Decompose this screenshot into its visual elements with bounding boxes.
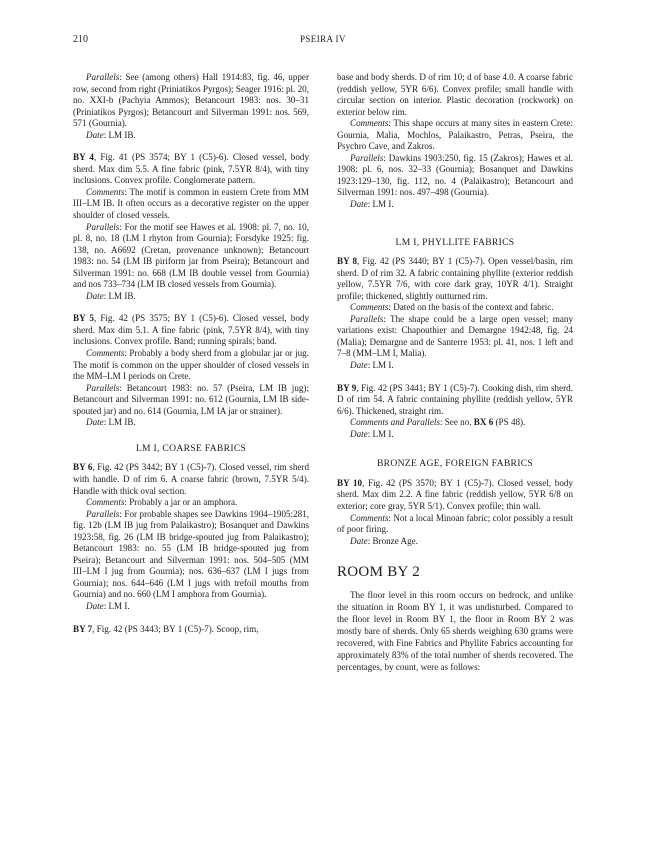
catalog-date: Date: LM IB. bbox=[86, 417, 136, 428]
catalog-parallels: Parallels: The shape could be a large open vessel; many variations exist: Chapouthier and Demargne 1942:48, fig. 24 (Malia); Demargne and de Santerre 1953: pl. 41, nos. 1 left and 7–8 (MM–LM I, Malia). bbox=[337, 313, 573, 359]
catalog-comments: Comments: Not a local Minoan fabric; color possibly a result of poor firing. bbox=[337, 512, 573, 535]
catalog-date: Date: LM IB. bbox=[86, 129, 136, 140]
section-heading-coarse-fabrics: LM I, COARSE FABRICS bbox=[135, 442, 247, 454]
catalog-comments: Comments: This shape occurs at many sites in eastern Crete: Gournia, Malia, Mochlos, Palaikastro, Petras, Pseira, the Psychro Cave, and Zakros. bbox=[337, 118, 573, 152]
catalog-comments: Comments: The motif is common in eastern Crete from MM III–LM IB. It often occurs as a decorative register on the upper shoulder of closed vessels. bbox=[73, 186, 309, 221]
section-heading-foreign-fabrics: BRONZE AGE, FOREIGN FABRICS bbox=[376, 458, 534, 470]
page-number: 210 bbox=[73, 34, 88, 45]
page-header bbox=[0, 34, 650, 48]
catalog-comments-parallels: Comments and Parallels: See no. BX 6 (PS 48). bbox=[350, 417, 526, 428]
catalog-parallels: Parallels: For probable shapes see Dawkins 1904–1905:281, fig. 12b (LM IB jug from Palaikastro); Bosanquet and Dawkins 1923:58, fig. 26 (LM IB bridge-spouted jug from Palaikastro); Betancourt 1983: no. 55 (LM IB bridge-spouted jug from Pseira); Betancourt and Silverman 1991: nos. 504–505 (MM III–LM I jug from Gournia); nos. 636–637 (LM I jugs from Gournia); nos. 644–646 (LM I jugs with trefoil mouths from Gournia) and no. 660 (LM I amphora from Gournia). bbox=[73, 508, 309, 600]
catalog-entry-by6: BY 6, Fig. 42 (PS 3442; BY 1 (C5)-7). Closed vessel, rim sherd with handle. D of rim 6. A coarse fabric (brown, 7.5YR 5/4). Handle with thick oval section. bbox=[73, 462, 309, 496]
room-description: The floor level in this room occurs on bedrock, and unlike the situation in Room BY 1, it was undisturbed. Compared to the floor level in Room BY 1, the floor in Room BY 2 was mostly bare of sherds. Only 65 sherds weighing 630 grams were recovered, with Fine Fabrics and Phyllite Fabrics accounting for approximately 83% of the total number of sherds recovered. The percentages, by count, were as follows: bbox=[337, 589, 573, 672]
catalog-comments: Comments: Probably a jar or an amphora. bbox=[86, 497, 238, 508]
catalog-entry-by10: BY 10, Fig. 42 (PS 3570; BY 1 (C5)-7). Closed vessel, body sherd. Max dim 2.2. A fine fabric (reddish yellow, 5YR 6/8 on exterior; core gray, 5YR 5/1). Convex profile; thin wall. bbox=[337, 477, 573, 511]
catalog-entry-by5: BY 5, Fig. 42 (PS 3575; BY 1 (C5)-6). Closed vessel, body sherd. Max dim 5.1. A fine fabric (pink, 7.5YR 8/4), with tiny inclusions. Convex profile. Band; running spirals; band. bbox=[73, 313, 309, 347]
catalog-date: Date: Bronze Age. bbox=[350, 535, 418, 546]
catalog-entry-by4: BY 4, Fig. 41 (PS 3574; BY 1 (C5)-6). Closed vessel, body sherd. Max dim 5.5. A fine fabric (pink, 7.5YR 8/4), with tiny inclusions. Convex profile. Conglomerate pattern. bbox=[73, 152, 309, 186]
catalog-entry-by8: BY 8, Fig. 42 (PS 3440; BY 1 (C5)-7). Open vessel/basin, rim sherd. D of rim 32. A fabric containing phyllite (exterior reddish yellow, 7.5YR 7/6, with core dark gray, 10YR 4/1). Straight profile; thickened, slightly outturned rim. bbox=[337, 256, 574, 301]
catalog-entry-by7-continued: base and body sherds. D of rim 10; d of base 4.0. A coarse fabric (reddish yellow, 5YR 6/6). Convex profile; small handle with circular section on interior. Plastic decoration (rockwork) on exterior below rim. bbox=[337, 72, 573, 117]
room-heading: ROOM BY 2 bbox=[337, 564, 420, 581]
catalog-comments: Comments: Probably a body sherd from a globular jar or jug. The motif is common on the upper shoulder of closed vessels in the MM–LM I periods on Crete. bbox=[73, 348, 309, 382]
catalog-date: Date: LM I. bbox=[86, 600, 130, 611]
section-heading-phyllite-fabrics: LM I, PHYLLITE FABRICS bbox=[395, 236, 515, 248]
catalog-entry-by9: BY 9, Fig. 42 (PS 3441; BY 1 (C5)-7). Cooking dish, rim sherd. D of rim 54. A fabric containing phyllite (reddish yellow, 5YR 6/6). Thickened, straight rim. bbox=[337, 382, 573, 416]
catalog-date: Date: LM I. bbox=[350, 360, 394, 371]
running-head: PSEIRA IV bbox=[300, 34, 346, 44]
catalog-parallels: Parallels: Betancourt 1983: no. 57 (Pseira, LM IB jug); Betancourt and Silverman 1991: no. 612 (Gournia, LM IB side-spouted jar) and no. 614 (Gournia, LM IA jar or strainer). bbox=[73, 382, 309, 416]
catalog-parallels: Parallels: Dawkins 1903:250, fig. 15 (Zakros); Hawes et al. 1908: pl. 6, nos. 32–33 (Gournia); Bosanquet and Dawkins 1923:129–130, fig. 112, no. 4 (Palaikastro); Betancourt and Silverman 1991: nos. 497–498 (Gournia). bbox=[337, 152, 573, 198]
catalog-date: Date: LM IB. bbox=[86, 290, 136, 301]
catalog-comments: Comments: Dated on the basis of the context and fabric. bbox=[350, 302, 554, 313]
right-column bbox=[337, 72, 573, 673]
catalog-entry-by7: BY 7, Fig. 42 (PS 3443; BY 1 (C5)-7). Scoop, rim, bbox=[73, 623, 259, 634]
catalog-parallels: Parallels: For the motif see Hawes et al. 1908: pl. 7, no. 10, pl. 8, no. 18 (LM I rhyton from Gournia); Forsdyke 1925: fig. 138, no. A6692 (Cretan, provenance unknown); Betancourt 1983: no. 54 (LM IB piriform jar from Pseira); Betancourt and Silverman 1991: no. 668 (LM IB double vessel from Gournia) and nos 733–734 (LM IB closed vessels from Gournia). bbox=[73, 221, 309, 290]
catalog-date: Date: LM I. bbox=[350, 199, 394, 210]
catalog-date: Date: LM I. bbox=[350, 428, 394, 439]
left-column bbox=[73, 72, 309, 635]
catalog-parallels-entry: Parallels: See (among others) Hall 1914:83, fig. 46, upper row, second from right (Priniatikos Pyrgos); Seager 1916: pl. 20, no. XXI-b (Pachyia Ammos); Betancourt 1983: nos. 30–31 (Priniatikos Pyrgos); Betancourt and Silverman 1991: nos. 569, 571 (Gournia). bbox=[73, 72, 309, 129]
